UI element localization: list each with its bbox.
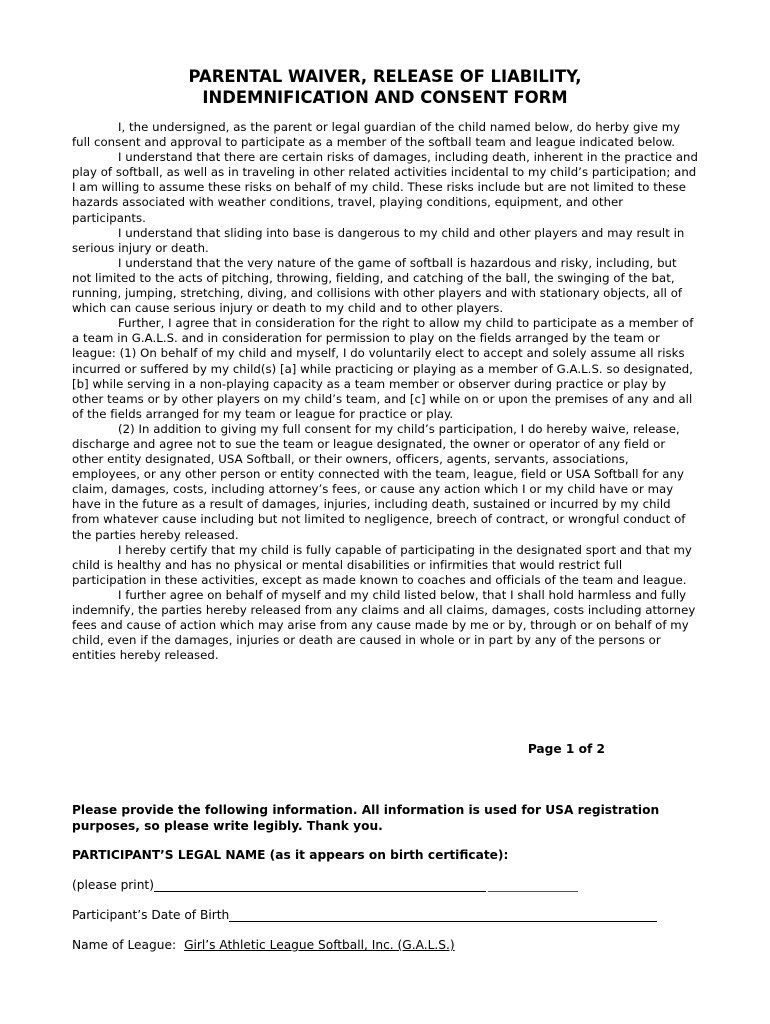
participant-name-field[interactable] (154, 878, 486, 892)
date-of-birth-label: Participant’s Date of Birth (72, 908, 230, 922)
paragraph-risks: I understand that there are certain risks of damages, including death, inherent in the practice and play of softball, as well as in traveling in other related activities incidental to my child’s participation; and I am willing to assume these risks on behalf of my child. These risks include but are not limited to these hazards associated with weather conditions, travel, playing conditions, equipment, and other participants. (72, 150, 698, 225)
paragraph-indemnify: I further agree on behalf of myself and my child listed below, that I shall hold harmless and fully indemnify, the parties hereby released from any claims and all claims, damages, costs including attorney fees and cause of action which may arise from any cause made by me or by, through or on behalf of my child, even if the damages, injuries or death are caused in whole or in part by any of the persons or entities hereby released. (72, 587, 696, 663)
participant-name-field-extension[interactable] (488, 878, 578, 892)
paragraph-consideration: Further, I agree that in consideration for the right to allow my child to participate as a member of a team in G.A.L.S. and in consideration for permission to play on the fields arranged by the team or league: (1) On behalf of my child and myself, I do voluntarily elect to accept and solely assume all risks incurred or suffered by my child(s) [a] while practicing or playing as a member of G.A.L.S. so designated, [b] while serving in a non-playing capacity as a team member or observer during practice or play by other teams or by other players on my child’s team, and [c] while on or upon the premises of any and all of the fields arranged for my team or league for practice or play. (72, 316, 694, 421)
date-of-birth-row (72, 908, 657, 922)
form-instructions: Please provide the following information. All information is used for USA registration purposes, so please write legibly. Thank you. (72, 803, 660, 833)
league-label: Name of League: (72, 938, 177, 952)
paragraph-consent: I, the undersigned, as the parent or legal guardian of the child named below, do herby give my full consent and approval to participate as a member of the softball team and league indicated below. (72, 120, 681, 150)
paragraph-nature-of-game: I understand that the very nature of the game of softball is hazardous and risky, including, but not limited to the acts of pitching, throwing, fielding, and catching of the ball, the swinging of the bat, running, jumping, stretching, diving, and collisions with other players and with stationary objects, all of which can cause serious injury or death to my child and to other players. (72, 255, 683, 316)
paragraph-sliding: I understand that sliding into base is dangerous to my child and other players and may result in serious injury or death. (72, 225, 685, 255)
participant-name-row (72, 878, 578, 892)
date-of-birth-field[interactable] (229, 908, 657, 922)
document-title (72, 66, 698, 108)
please-print-label: (please print) (72, 878, 154, 892)
paragraph-waiver: (2) In addition to giving my full consent for my child’s participation, I do hereby waive, release, discharge and agree not to sue the team or league designated, the owner or operator of any field or other entity designated, USA Softball, or their owners, officers, agents, servants, associations, employees, or any other person or entity connected with the team, league, field or USA Softball for any claim, damages, costs, including attorney’s fees, or cause any action which I or my child have or may have in the future as a result of damages, injuries, including death, sustained or incurred by my child from whatever cause including but not limited to negligence, breech of contract, or wrongful conduct of the parties hereby released. (72, 421, 686, 542)
waiver-document (72, 66, 698, 663)
paragraph-certify: I hereby certify that my child is fully capable of participating in the designated sport and that my child is healthy and has no physical or mental disabilities or infirmities that would restrict full participation in these activities, except as made known to coaches and officials of the team and league. (72, 542, 692, 587)
waiver-body (72, 120, 698, 663)
league-value: Girl’s Athletic League Softball, Inc. (G.A.L.S.) (184, 938, 455, 952)
legal-name-heading: PARTICIPANT’S LEGAL NAME (as it appears on birth certificate): (72, 848, 509, 862)
page-number: Page 1 of 2 (527, 742, 605, 756)
league-name-row (72, 938, 455, 952)
title-line-1: PARENTAL WAIVER, RELEASE OF LIABILITY, (188, 67, 582, 86)
title-line-2: INDEMNIFICATION AND CONSENT FORM (202, 88, 568, 107)
